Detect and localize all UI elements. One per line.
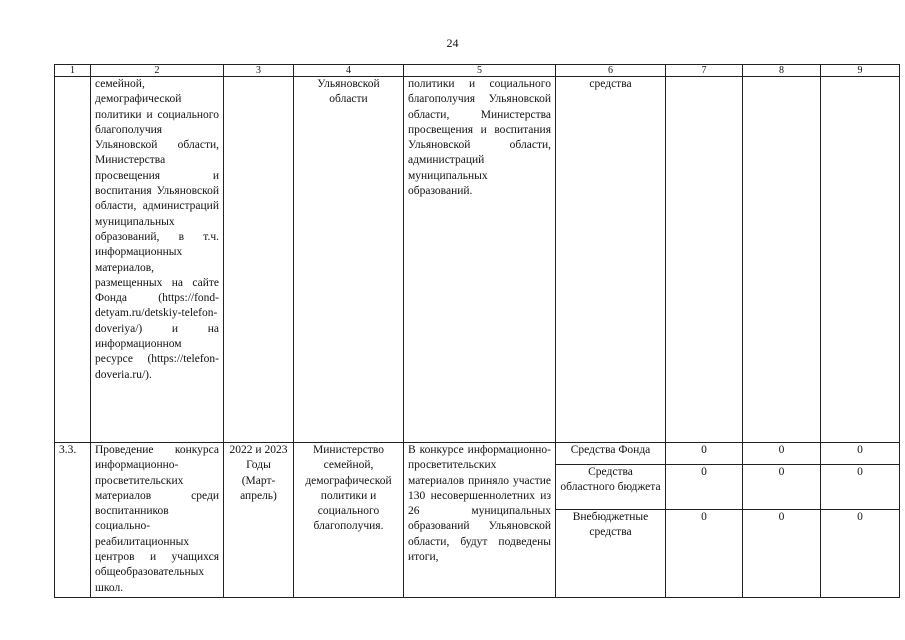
header-row [55,65,900,77]
value-cell: 0 [743,465,821,510]
funding-source-cell: Средства Фонда [556,443,666,465]
value-cell [666,77,743,443]
funding-source-cell: Внебюджетные средства [556,510,666,598]
value-cell [821,77,900,443]
period-cell [224,77,294,443]
header-cell: 6 [556,65,666,77]
result-cell: политики и социального благополучия Ульяновской области, Министерства просвещения и воспитания Ульяновской области, администраций муниципальных образований. [404,77,556,443]
activity-cell: семейной, демографической политики и социального благополучия Ульяновской области, Министерства просвещения и воспитания Ульяновской области, администраций муниципальных образований, в т.ч. информационных материалов, размещенных на сайте Фонда (https://fond-detyam.ru/detskiy-telefon-doveriya/) и на информационном ресурсе (https://telefon-doveria.ru/). [91,77,224,443]
header-cell: 7 [666,65,743,77]
num-cell [55,77,91,443]
funding-source-cell: средства [556,77,666,443]
table-row [55,443,900,465]
value-cell: 0 [666,510,743,598]
header-cell: 8 [743,65,821,77]
num-cell: 3.3. [55,443,91,598]
value-cell: 0 [821,465,900,510]
plan-table [54,64,900,598]
header-cell: 1 [55,65,91,77]
header-cell: 5 [404,65,556,77]
value-cell: 0 [666,465,743,510]
period-cell: 2022 и 2023 Годы (Март-апрель) [224,443,294,598]
header-cell: 9 [821,65,900,77]
page-number: 24 [446,36,459,50]
executor-cell: Министерство семейной, демографической политики и социального благополучия. [294,443,404,598]
table-row [55,77,900,443]
value-cell: 0 [821,443,900,465]
header-cell: 4 [294,65,404,77]
header-cell: 2 [91,65,224,77]
result-cell: В конкурсе информационно-просветительских материалов приняло участие 130 несовершеннолетних из 26 муниципальных образований Ульяновской области, будут подведены итоги, [404,443,556,598]
value-cell: 0 [743,443,821,465]
value-cell [743,77,821,443]
value-cell: 0 [821,510,900,598]
executor-cell: Ульяновской области [294,77,404,443]
value-cell: 0 [666,443,743,465]
funding-source-cell: Средства областного бюджета [556,465,666,510]
value-cell: 0 [743,510,821,598]
header-cell: 3 [224,65,294,77]
activity-cell: Проведение конкурса информационно-просветительских материалов среди воспитанников социально-реабилитационных центров и учащихся общеобразовательных школ. [91,443,224,598]
